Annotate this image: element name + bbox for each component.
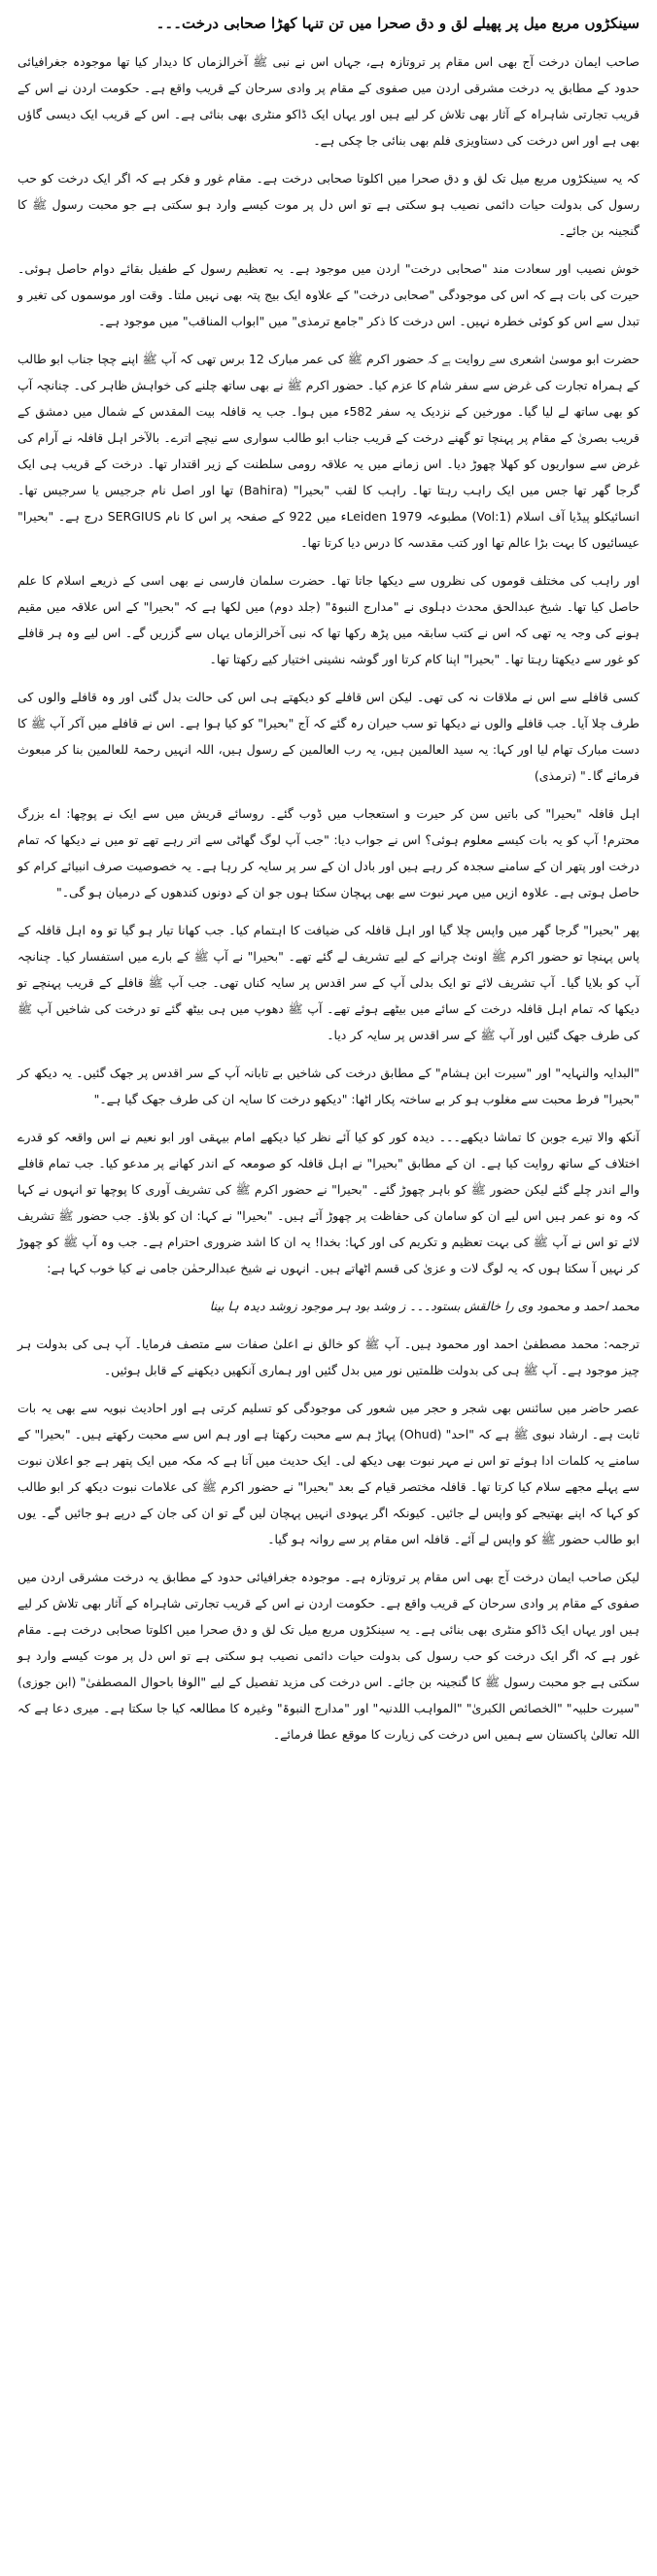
paragraph: "البدایہ والنہایہ" اور "سیرت ابن ہشام" کے مطابق درخت کی شاخیں بے تابانہ آپ کے سر اقدس پر جھک گئیں۔ یہ دیکھ کر "بحیرا" فرط محبت سے مغلوب ہو کر بے ساختہ پکار اٹھا: "دیکھو درخت کا سایہ ان کی طرف جھک گیا ہے۔" xyxy=(17,1066,640,1106)
paragraph: حضرت ابو موسیٰ اشعری سے روایت ہے کہ حضور اکرم ﷺ کی عمر مبارک 12 برس تھی کہ آپ ﷺ اپنے چچا جناب ابو طالب کے ہمراہ تجارت کی غرض سے سفر شام کا عزم کیا۔ حضور اکرم ﷺ نے بھی ساتھ چلنے کی خواہش ظاہر کی۔ چنانچہ آپ کو بھی ساتھ لے لیا گیا۔ مورخین کے نزدیک یہ سفر 582ء میں ہوا۔ جب یہ قافلہ بیت المقدس کے شمال میں دمشق کے قریب بصریٰ کے مقام پر پہنچا تو گھنے درخت کے قریب جناب ابو طالب سواری سے نیچے اترے۔ بالآخر اہل قافلہ نے آرام کی غرض سے سواریوں کو کھلا چھوڑ دیا۔ اس زمانے میں یہ علاقہ رومی سلطنت کے زیر اقتدار تھا۔ درخت کے قریب ہی ایک گرجا گھر تھا جس میں ایک راہب رہتا تھا۔ راہب کا لقب "بحیرا" (Bahira) تھا اور اصل نام جرجیس یا سرجیس تھا۔ انسائیکلو پیڈیا آف اسلام (Vol:1) مطبوعہ Leiden 1979ء میں 922 کے صفحہ پر اس کا نام SERGIUS درج ہے۔ "بحیرا" عیسائیوں کا بہت بڑا عالم تھا اور کتب مقدسہ کا درس دیا کرتا تھا۔ xyxy=(17,352,640,550)
paragraph: خوش نصیب اور سعادت مند "صحابی درخت" اردن میں موجود ہے۔ یہ تعظیم رسول کے طفیل بقائے دوام حاصل ہوئی۔ حیرت کی بات ہے کہ اس کی موجودگی "صحابی درخت" کے علاوہ ایک بیج پتہ بھی نہیں ملتا۔ وقت اور موسموں کی تغیر و تبدل سے اس کو کوئی خطرہ نہیں۔ اس درخت کا ذکر "جامع ترمذی" میں "ابواب المناقب" میں موجود ہے۔ xyxy=(17,261,640,328)
paragraph: آنکھ والا تیرے جوبن کا تماشا دیکھے۔۔۔ دیدہ کور کو کیا آئے نظر کیا دیکھے امام بیہقی اور ابو نعیم نے اس واقعہ کو قدرے اختلاف کے ساتھ روایت کیا ہے۔ ان کے مطابق "بحیرا" نے اہل قافلہ کو صومعہ کے اندر کھانے پر مدعو کیا۔ جب تمام قافلے والے اندر چلے گئے لیکن حضور ﷺ کو باہر چھوڑ گئے۔ "بحیرا" نے حضور اکرم ﷺ کی تشریف آوری کا پوچھا تو انہوں نے کہا کہ وہ نو عمر ہیں اس لیے ان کو سامان کی حفاظت پر چھوڑ آئے ہیں۔ "بحیرا" نے کہا: ان کو بلاؤ۔ جب حضور ﷺ تشریف لائے تو اس نے آپ ﷺ کی بہت تعظیم و تکریم کی اور کہا: بخدا! یہ ان کا اشد ضروری احترام ہے۔ جب وہ آپ ﷺ کو چھوڑ کر نہیں آ سکتا ہوں کہ یہ لوگ لات و عزیٰ کی قسم اٹھاتے ہیں۔ انہوں نے شیخ عبدالرحمٰن جامی نے کیا خوب کہا ہے: xyxy=(17,1130,640,1275)
paragraph: کہ یہ سینکڑوں مربع میل تک لق و دق صحرا میں اکلوتا صحابی درخت ہے۔ مقام غور و فکر ہے کہ اگر ایک درخت کو حب رسول کی بدولت حیات دائمی نصیب ہو سکتی ہے تو اس دل پر موت کیسے وارد ہو سکتی ہے جو محبت رسول ﷺ کا گنجینہ بن جائے۔ xyxy=(17,171,640,238)
paragraph: کسی قافلے سے اس نے ملاقات نہ کی تھی۔ لیکن اس قافلے کو دیکھتے ہی اس کی حالت بدل گئی اور وہ قافلے والوں کی طرف چلا آیا۔ جب قافلے والوں نے دیکھا تو سب حیران رہ گئے کہ آج "بحیرا" کو کیا ہوا ہے۔ اس نے قافلے میں آکر آپ ﷺ کا دست مبارک تھام لیا اور کہا: یہ سید العالمین ہیں، یہ رب العالمین کے رسول ہیں، اللہ انہیں رحمۃ للعالمین بنا کر مبعوث فرمائے گا۔" (ترمذی) xyxy=(17,690,640,783)
paragraph: ترجمہ: محمد مصطفیٰ احمد اور محمود ہیں۔ آپ ﷺ کو خالق نے اعلیٰ صفات سے متصف فرمایا۔ آپ ہی کی بدولت ہر چیز موجود ہے۔ آپ ﷺ ہی کی بدولت ظلمتیں نور میں بدل گئیں اور ہماری آنکھیں دیکھنے کے قابل ہوئیں۔ xyxy=(17,1337,640,1377)
paragraph: پھر "بحیرا" گرجا گھر میں واپس چلا گیا اور اہل قافلہ کی ضیافت کا اہتمام کیا۔ جب کھانا تیار ہو گیا تو وہ اہل قافلہ کے پاس پہنچا تو حضور اکرم ﷺ اونٹ چرانے کے لیے تشریف لے گئے تھے۔ "بحیرا" نے آپ ﷺ کے بارے میں استفسار کیا۔ چنانچہ آپ کو بلایا گیا۔ آپ تشریف لائے تو ایک بدلی آپ کے سر اقدس پر سایہ کناں تھی۔ جب آپ ﷺ قافلے کے قریب پہنچے تو دیکھا کہ تمام اہل قافلہ درخت کے سائے میں بیٹھے ہوئے تھے۔ آپ ﷺ دھوپ میں ہی بیٹھ گئے تو درخت کی شاخیں آپ ﷺ کی طرف جھک گئیں اور آپ ﷺ کے سر اقدس پر سایہ کر دیا۔ xyxy=(17,923,640,1042)
paragraph: اور راہب کی مختلف قوموں کی نظروں سے دیکھا جاتا تھا۔ حضرت سلمان فارسی نے بھی اسی کے ذریعے اسلام کا علم حاصل کیا تھا۔ شیخ عبدالحق محدث دہلوی نے "مدارج النبوۃ" (جلد دوم) میں لکھا ہے کہ "بحیرا" کے اس علاقہ میں مقیم ہونے کی وجہ یہ تھی کہ اس نے کتب سابقہ میں پڑھ رکھا تھا کہ نبی آخرالزماں یہاں سے گزریں گے۔ اس لیے وہ ہر قافلے کو غور سے دیکھتا رہتا تھا۔ "بحیرا" اپنا کام کرتا اور گوشہ نشینی اختیار کیے رکھتا تھا۔ xyxy=(17,573,640,666)
paragraph: اہل قافلہ "بحیرا" کی باتیں سن کر حیرت و استعجاب میں ڈوب گئے۔ روسائے قریش میں سے ایک نے پوچھا: اے بزرگ محترم! آپ کو یہ بات کیسے معلوم ہوئی؟ اس نے جواب دیا: "جب آپ لوگ گھاٹی سے اتر رہے تھے تو میں نے دیکھا کہ تمام درخت اور پتھر ان کے سامنے سجدہ کر رہے ہیں اور بادل ان کے سر پر سایہ کر رہا ہے۔ یہ خصوصیت صرف انبیائے کرام کو حاصل ہوتی ہے۔ علاوہ ازیں میں مہر نبوت سے بھی پہچان سکتا ہوں جو ان کے دونوں کندھوں کے درمیان ہو گی۔" xyxy=(17,806,640,899)
paragraph: صاحب ایمان درخت آج بھی اس مقام پر تروتازہ ہے، جہاں اس نے نبی ﷺ آخرالزماں کا دیدار کیا تھا موجودہ جغرافیائی حدود کے مطابق یہ درخت مشرقی اردن میں صفوی کے مقام پر وادی سرحان کے قریب واقع ہے۔ حکومت اردن نے اس کے قریب تجارتی شاہراہ کے آثار بھی تلاش کر لیے ہیں اور یہاں ایک ڈاکو منٹری بھی بنائی ہے۔ اس کے قریب ایک دیسی گاؤں بھی ہے اور اس درخت کی دستاویزی فلم بھی بنائی جا چکی ہے۔ xyxy=(17,54,640,148)
persian-verse: محمد احمد و محمود وی را خالقش بستود۔۔۔ ز وشد بود ہر موجود زوشد دیدہ ہا بینا xyxy=(209,1299,640,1313)
paragraph: لیکن صاحب ایمان درخت آج بھی اس مقام پر تروتازہ ہے۔ موجودہ جغرافیائی حدود کے مطابق یہ درخت مشرقی اردن میں صفوی کے مقام پر وادی سرحان کے قریب واقع ہے۔ حکومت اردن نے اس کے قریب تجارتی شاہراہ کے آثار بھی تلاش کر لیے ہیں اور یہاں ایک ڈاکو منٹری بھی بنائی ہے۔ یہ سینکڑوں مربع میل تک لق و دق صحرا میں اکلوتا صحابی درخت ہے۔ مقام غور ہے کہ اگر ایک درخت کو حب رسول کی بدولت حیات دائمی نصیب ہو سکتی ہے تو اس دل پر موت کیسے وارد ہو سکتی ہے جو محبت رسول ﷺ کا گنجینہ بن جائے۔ اس درخت کی مزید تفصیل کے لیے "الوفا باحوال المصطفیٰ" (ابن جوزی) "سیرت حلبیہ" "الخصائص الکبریٰ" "المواہب اللدنیہ" اور "مدارج النبوۃ" وغیرہ کا مطالعہ کیا جا سکتا ہے۔ میری دعا ہے کہ اللہ تعالیٰ پاکستان سے ہمیں اس درخت کی زیارت کا موقع عطا فرمائے۔ xyxy=(17,1570,640,1742)
paragraph: عصر حاضر میں سائنس بھی شجر و حجر میں شعور کی موجودگی کو تسلیم کرتی ہے اور احادیث نبویہ سے بھی یہ بات ثابت ہے۔ ارشاد نبوی ﷺ ہے کہ "احد" (Ohud) پہاڑ ہم سے محبت رکھتا ہے اور ہم اس سے محبت رکھتے ہیں۔ "بحیرا" کے سامنے یہ کلمات ادا ہوئے تو اس نے مہر نبوت بھی دیکھ لی۔ ایک حدیث میں آتا ہے کہ مکہ میں ایک پتھر ہے جو اعلان نبوت سے پہلے مجھے سلام کیا کرتا تھا۔ قافلہ مختصر قیام کے بعد "بحیرا" نے حضور اکرم ﷺ کی علامات نبوت دیکھ کر ابو طالب کو کہا کہ اپنے بھتیجے کو واپس لے جائیں۔ کیونکہ اگر یہودی انہیں پہچان لیں گے تو ان کی جان کے درپے ہو جائیں گے۔ یوں ابو طالب حضور ﷺ کو واپس لے آئے۔ قافلہ اس مقام پر سے روانہ ہو گیا۔ xyxy=(17,1401,640,1546)
article-heading: سینکڑوں مربع میل پر پھیلے لق و دق صحرا میں تن تنہا کھڑا صحابی درخت۔۔۔ xyxy=(156,15,640,32)
